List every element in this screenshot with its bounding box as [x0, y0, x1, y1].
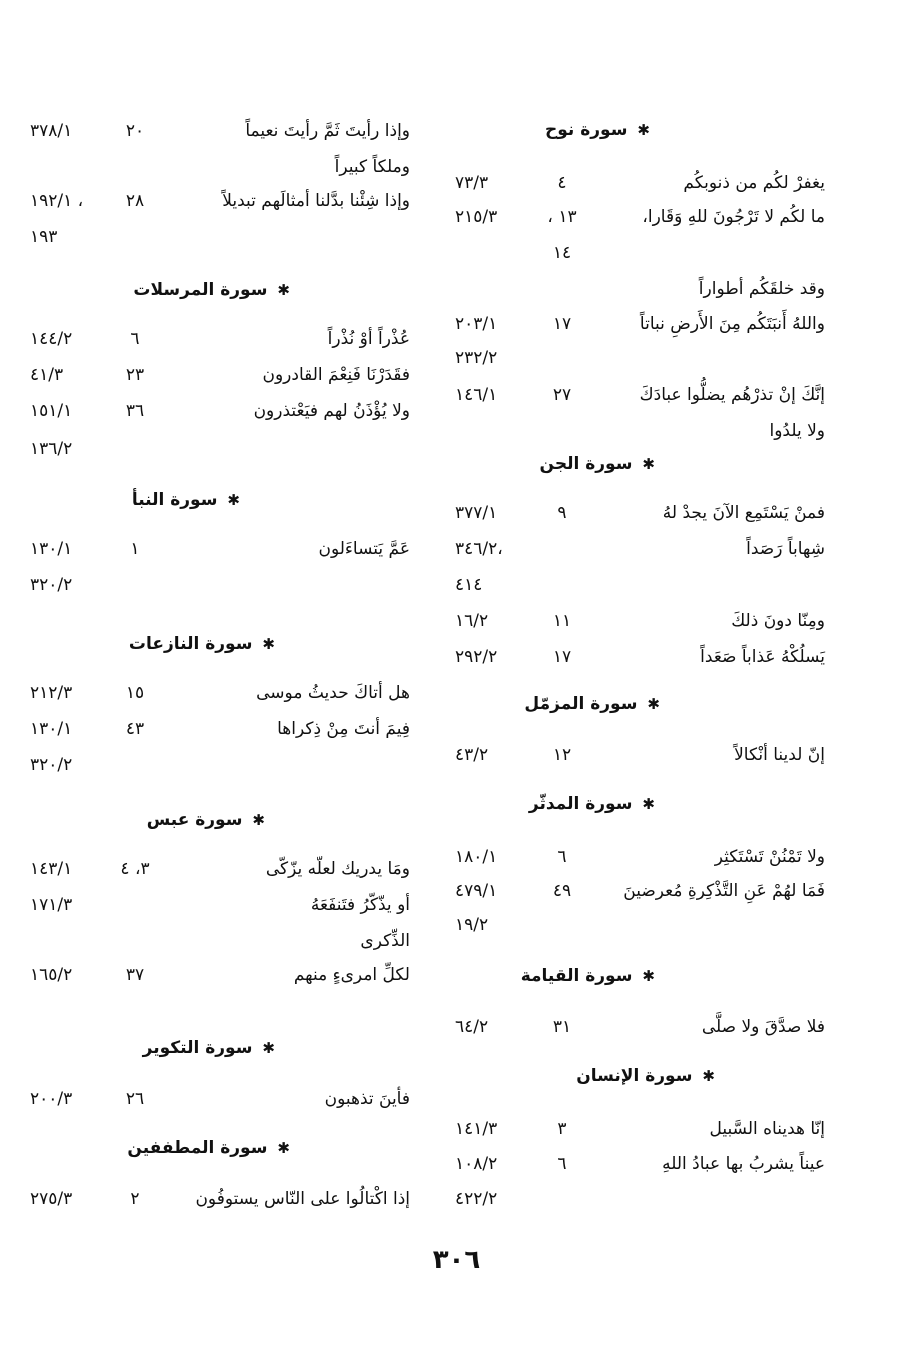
star-icon: ✱: [642, 455, 655, 473]
star-icon: ✱: [277, 281, 290, 299]
surah-heading: ✱سورة المدثّر: [528, 794, 655, 814]
surah-heading: ✱سورة التكوير: [142, 1038, 275, 1058]
star-icon: ✱: [262, 1039, 275, 1057]
surah-heading: ✱سورة المطففين: [127, 1138, 290, 1158]
surah-heading: ✱سورة المزمّل: [524, 694, 660, 714]
surah-heading: ✱سورة الإنسان: [576, 1066, 715, 1086]
star-icon: ✱: [702, 1067, 715, 1085]
surah-heading: ✱سورة عبس: [146, 810, 265, 830]
star-icon: ✱: [642, 967, 655, 985]
page-number: ٣٠٦: [432, 1245, 481, 1275]
star-icon: ✱: [252, 811, 265, 829]
surah-heading: ✱سورة النازعات: [128, 634, 275, 654]
surah-heading: ✱سورة النبأ: [131, 490, 240, 510]
star-icon: ✱: [637, 121, 650, 139]
star-icon: ✱: [262, 635, 275, 653]
star-icon: ✱: [642, 795, 655, 813]
surah-heading: ✱سورة القيامة: [520, 966, 655, 986]
surah-heading: ✱سورة المرسلات: [133, 280, 290, 300]
surah-heading: ✱سورة الجن: [539, 454, 655, 474]
star-icon: ✱: [227, 491, 240, 509]
star-icon: ✱: [647, 695, 660, 713]
star-icon: ✱: [277, 1139, 290, 1157]
surah-heading: ✱سورة نوح: [545, 120, 650, 140]
